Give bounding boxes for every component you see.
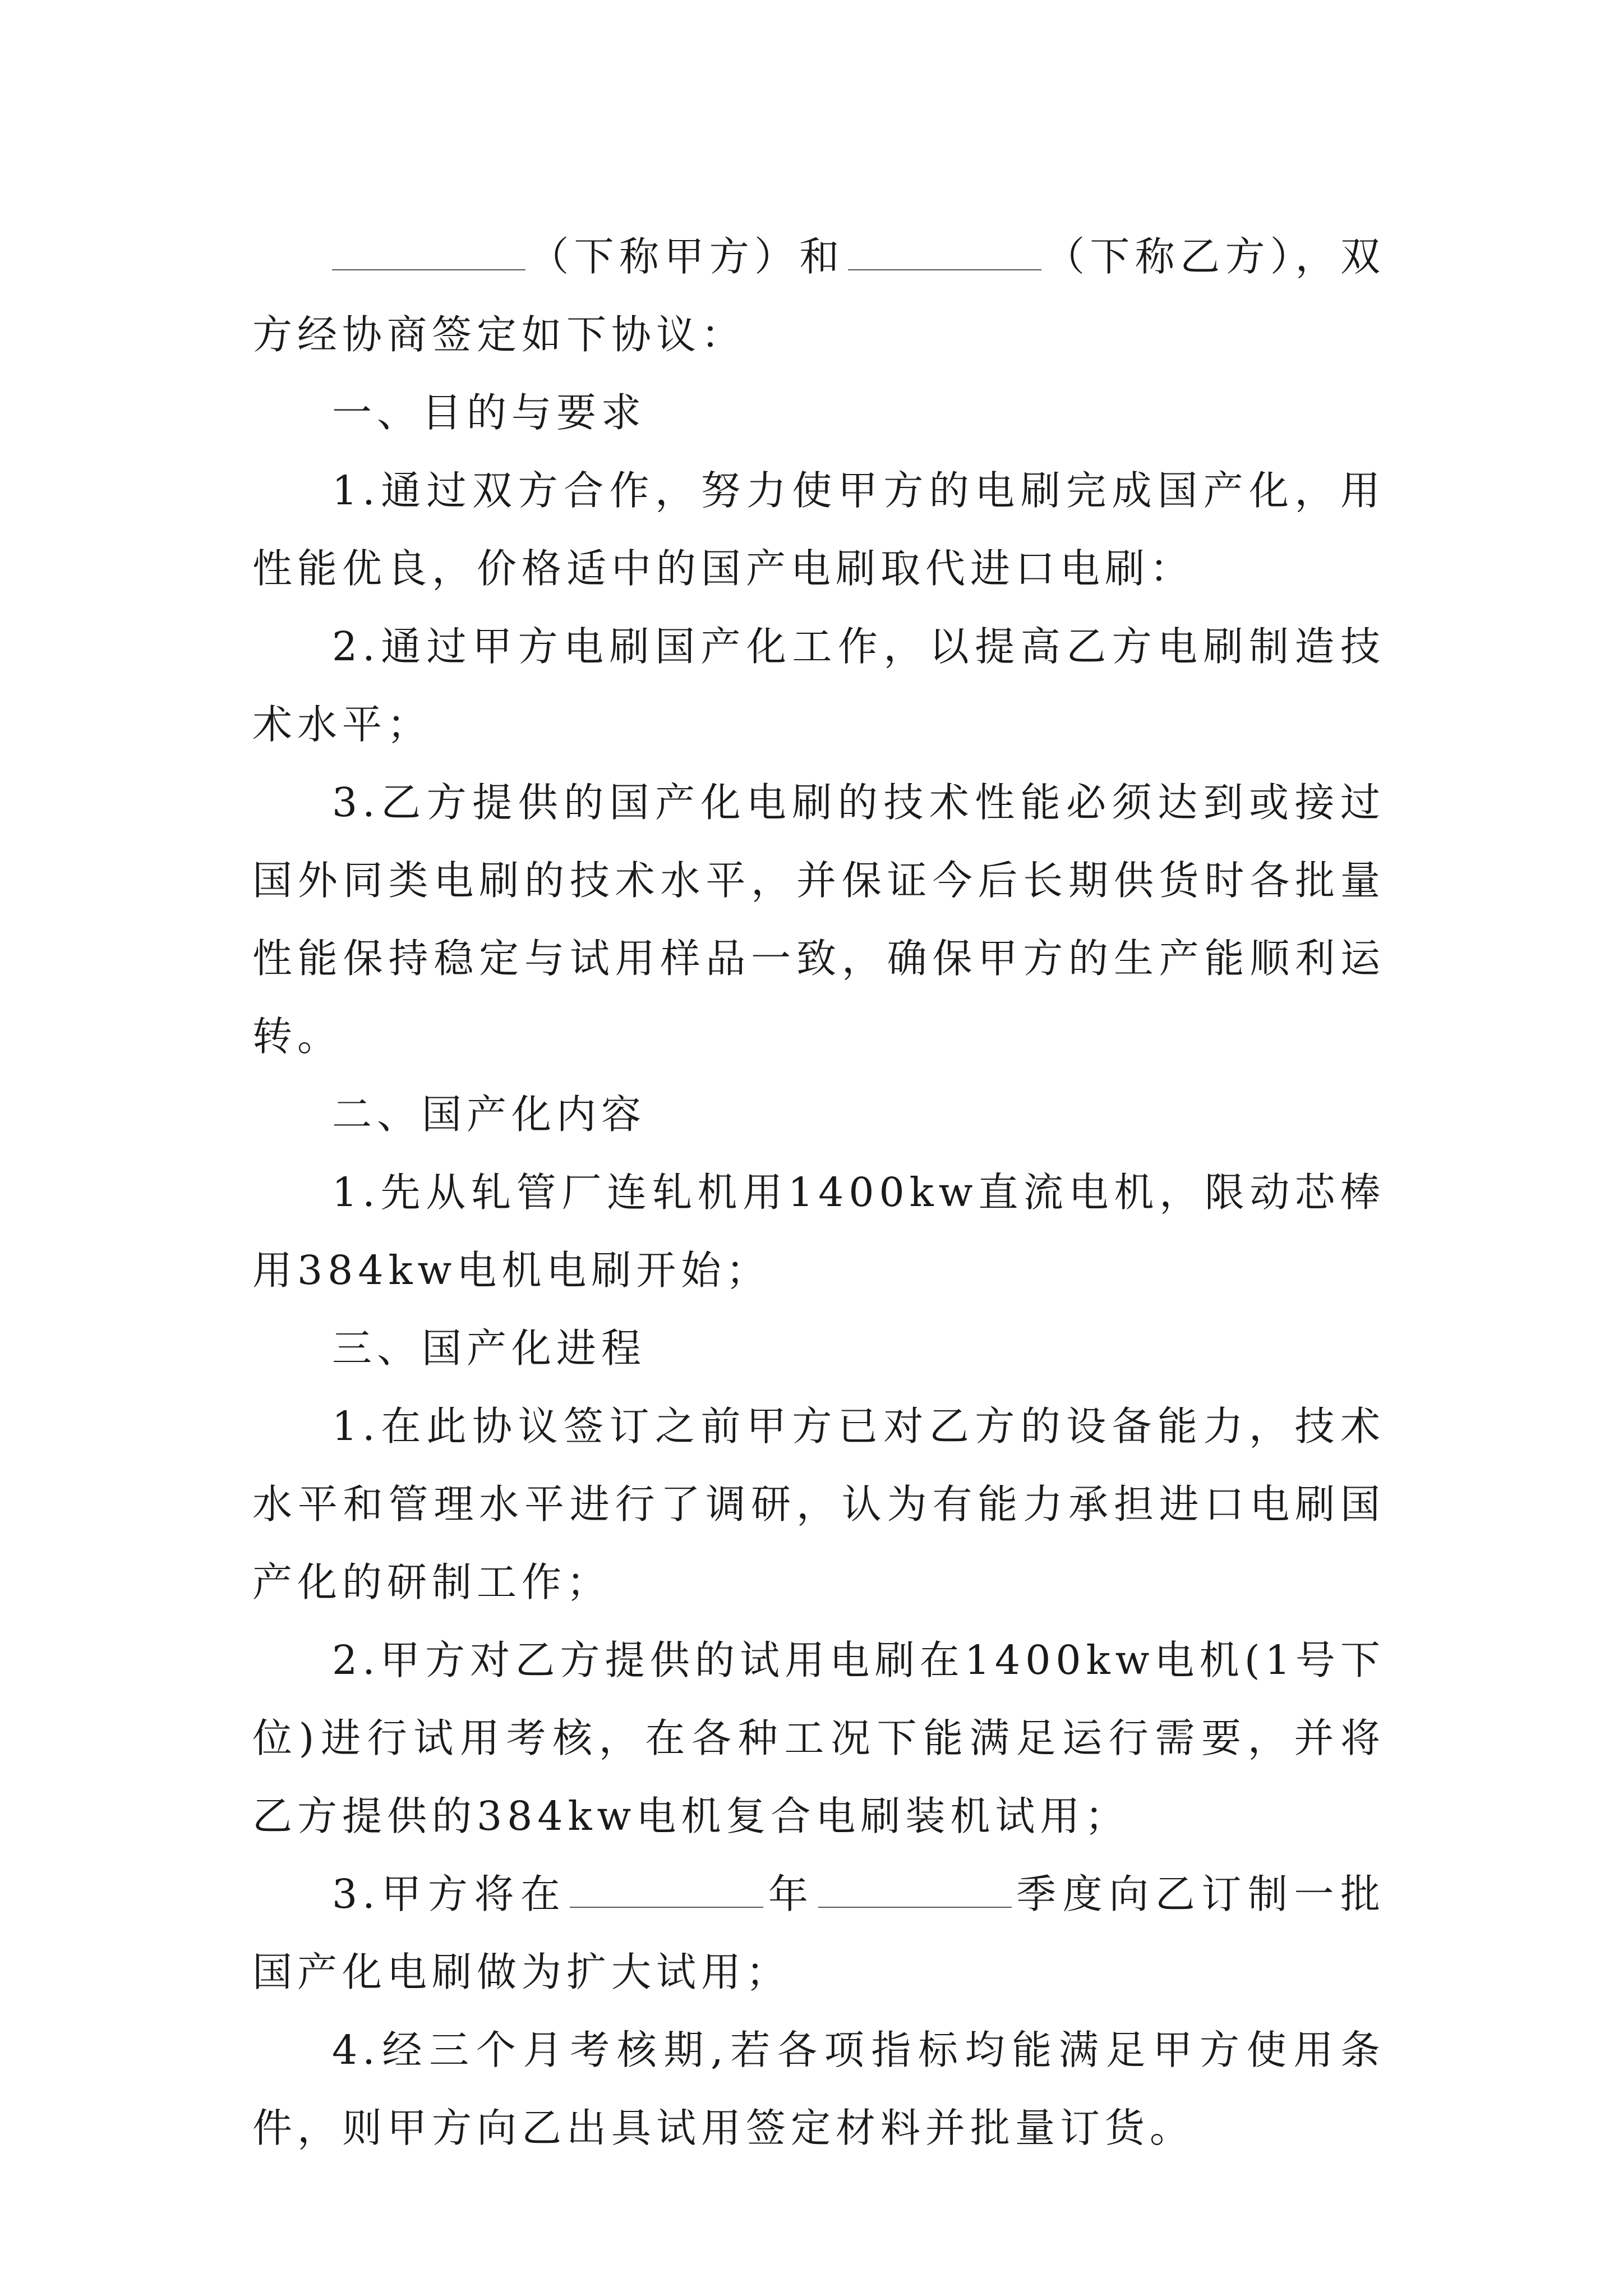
agreement-body	[252, 218, 1385, 2167]
intro-paragraph	[252, 218, 1385, 374]
section-3-item-4: 4.经三个月考核期,若各项指标均能满足甲方使用条件，则甲方向乙出具试用签定材料并批量订货。	[252, 2027, 1385, 2151]
party-a-blank	[332, 233, 525, 270]
section-1-item-1: 1.通过双方合作，努力使甲方的电刷完成国产化，用性能优良，价格适中的国产电刷取代进口电刷：	[252, 467, 1385, 592]
quarter-blank	[818, 1871, 1012, 1908]
item3-text-a: 3.甲方将在	[332, 1871, 567, 1917]
intro-text-2: （下称乙方），双方经协商签定如下协议：	[252, 233, 1385, 358]
item3-text-c: 季度向乙订制一批国产化电刷做为扩大试用；	[252, 1871, 1385, 1995]
section-heading-1: 一、目的与要求	[332, 389, 647, 436]
section-1-item-3: 3.乙方提供的国产化电刷的技术性能必须达到或接过国外同类电刷的技术水平，并保证今后长期供货时各批量性能保持稳定与试用样品一致，确保甲方的生产能顺利运转。	[252, 779, 1385, 1060]
section-1-item-2: 2.通过甲方电刷国产化工作，以提高乙方电刷制造技术水平；	[252, 623, 1385, 748]
section-3-item-2: 2.甲方对乙方提供的试用电刷在1400kw电机(1号下位)进行试用考核，在各种工况下能满足运行需要，并将乙方提供的384kw电机复合电刷装机试用；	[252, 1637, 1385, 1839]
item3-text-b: 年	[767, 1871, 815, 1917]
section-3-item-3	[252, 1855, 1385, 2011]
year-blank	[570, 1871, 763, 1908]
party-b-blank	[848, 233, 1041, 270]
section-3-item-1: 1.在此协议签订之前甲方已对乙方的设备能力，技术水平和管理水平进行了调研，认为有能力承担进口电刷国产化的研制工作；	[252, 1403, 1385, 1605]
intro-text-1: （下称甲方）和	[529, 233, 845, 280]
section-heading-3: 三、国产化进程	[332, 1325, 647, 1372]
section-2-item-1: 1.先从轧管厂连轧机用1400kw直流电机，限动芯棒用384kw电机电刷开始；	[252, 1169, 1385, 1294]
section-heading-2: 二、国产化内容	[332, 1091, 647, 1138]
